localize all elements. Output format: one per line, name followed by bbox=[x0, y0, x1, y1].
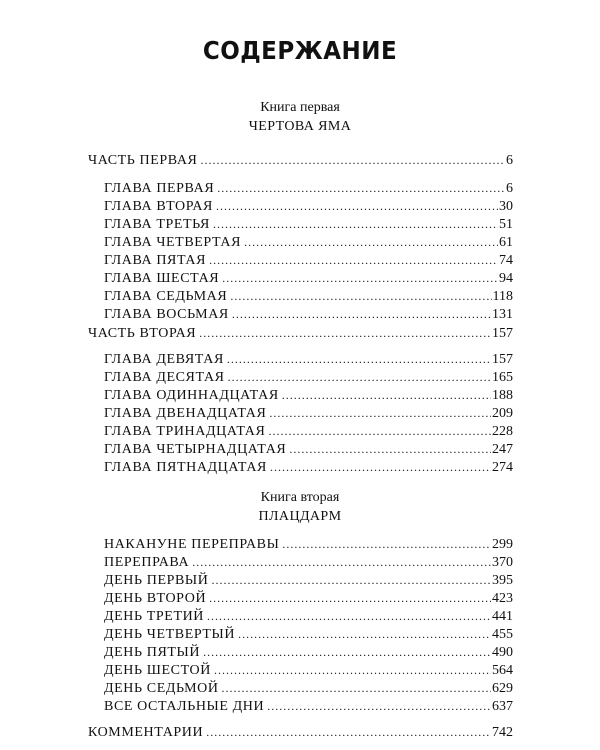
toc-entry-chapter[interactable] bbox=[104, 350, 513, 368]
toc-entry-page: 441 bbox=[492, 609, 513, 624]
toc-entry-label: ЧАСТЬ ПЕРВАЯ bbox=[88, 153, 198, 168]
dot-leader bbox=[217, 179, 505, 197]
toc-entry-label: ДЕНЬ ЧЕТВЕРТЫЙ bbox=[104, 627, 236, 642]
toc-entry-page: 157 bbox=[492, 352, 513, 367]
toc-entry-label: ГЛАВА ЧЕТЫРНАДЦАТАЯ bbox=[104, 442, 287, 457]
toc-entry-page: 395 bbox=[492, 573, 513, 588]
toc-entry-page: 629 bbox=[492, 681, 513, 696]
toc-entry-page: 490 bbox=[492, 645, 513, 660]
toc-entry-label: НАКАНУНЕ ПЕРЕПРАВЫ bbox=[104, 537, 280, 552]
dot-leader bbox=[269, 404, 491, 422]
toc-entry-page: 299 bbox=[492, 537, 513, 552]
toc-entry-chapter[interactable] bbox=[104, 197, 513, 215]
toc-entry-page: 165 bbox=[492, 370, 513, 385]
toc-entry-page: 61 bbox=[499, 235, 513, 250]
toc-entry-label: ГЛАВА ПЯТАЯ bbox=[104, 253, 207, 268]
toc-entry-label: ГЛАВА ОДИННАДЦАТАЯ bbox=[104, 388, 279, 403]
dot-leader bbox=[222, 679, 491, 697]
toc-entry-page: 94 bbox=[499, 271, 513, 286]
toc-entry-page: 564 bbox=[492, 663, 513, 678]
dot-leader bbox=[282, 386, 491, 404]
toc-entry-part2[interactable] bbox=[88, 324, 513, 342]
dot-leader bbox=[201, 151, 506, 169]
toc-entry-chapter[interactable] bbox=[104, 440, 513, 458]
dot-leader bbox=[207, 607, 491, 625]
toc-entry-label: ГЛАВА ДЕСЯТАЯ bbox=[104, 370, 225, 385]
toc-entry-chapter[interactable] bbox=[104, 571, 513, 589]
toc-entry-chapter[interactable] bbox=[104, 305, 513, 323]
toc-entry-label: ДЕНЬ ПЕРВЫЙ bbox=[104, 573, 209, 588]
toc-entry-chapter[interactable] bbox=[104, 233, 513, 251]
dot-leader bbox=[192, 553, 491, 571]
toc-entry-page: 30 bbox=[499, 199, 513, 214]
dot-leader bbox=[214, 661, 491, 679]
toc-entry-label: ГЛАВА ДВЕНАДЦАТАЯ bbox=[104, 406, 267, 421]
toc-entry-label: ДЕНЬ СЕДЬМОЙ bbox=[104, 681, 219, 696]
toc-entry-chapter[interactable] bbox=[104, 625, 513, 643]
dot-leader bbox=[222, 269, 498, 287]
toc-entry-label: ДЕНЬ ВТОРОЙ bbox=[104, 591, 207, 606]
toc-entry-chapter[interactable] bbox=[104, 553, 513, 571]
toc-entry-page: 247 bbox=[492, 442, 513, 457]
toc-entry-page: 131 bbox=[492, 307, 513, 322]
toc-entry-comments[interactable] bbox=[88, 723, 513, 741]
dot-leader bbox=[213, 215, 498, 233]
dot-leader bbox=[232, 305, 491, 323]
toc-entry-label: ДЕНЬ ШЕСТОЙ bbox=[104, 663, 211, 678]
dot-leader bbox=[211, 571, 491, 589]
toc-entry-label: ГЛАВА ШЕСТАЯ bbox=[104, 271, 220, 286]
toc-entry-label: ГЛАВА ВОСЬМАЯ bbox=[104, 307, 229, 322]
toc-entry-page: 6 bbox=[506, 181, 513, 196]
toc-entry-chapter[interactable] bbox=[104, 422, 513, 440]
dot-leader bbox=[227, 350, 491, 368]
toc-entry-page: 6 bbox=[506, 153, 513, 168]
toc-entry-chapter[interactable] bbox=[104, 386, 513, 404]
toc-entry-label: ВСЕ ОСТАЛЬНЫЕ ДНИ bbox=[104, 699, 265, 714]
toc-entry-label: КОММЕНТАРИИ bbox=[88, 725, 204, 740]
toc-entry-chapter[interactable] bbox=[104, 404, 513, 422]
toc-entry-label: ГЛАВА ТРИНАДЦАТАЯ bbox=[104, 424, 266, 439]
book1-name: ЧЕРТОВА ЯМА bbox=[248, 119, 352, 134]
dot-leader bbox=[199, 324, 491, 342]
toc-entry-page: 209 bbox=[492, 406, 513, 421]
toc-entry-chapter[interactable] bbox=[104, 269, 513, 287]
dot-leader bbox=[282, 535, 491, 553]
toc-entry-page: 74 bbox=[499, 253, 513, 268]
book2-name: ПЛАЦДАРМ bbox=[258, 509, 342, 524]
book2-number: Книга вторая bbox=[260, 490, 340, 505]
dot-leader bbox=[230, 287, 491, 305]
toc-entry-page: 228 bbox=[492, 424, 513, 439]
toc-entry-label: ГЛАВА ЧЕТВЕРТАЯ bbox=[104, 235, 242, 250]
dot-leader bbox=[289, 440, 491, 458]
dot-leader bbox=[238, 625, 491, 643]
toc-entry-chapter[interactable] bbox=[104, 661, 513, 679]
dot-leader bbox=[209, 251, 498, 269]
toc-entry-page: 423 bbox=[492, 591, 513, 606]
toc-entry-label: ГЛАВА ПЕРВАЯ bbox=[104, 181, 215, 196]
toc-entry-page: 742 bbox=[492, 725, 513, 740]
toc-entry-chapter[interactable] bbox=[104, 458, 513, 476]
toc-entry-label: ГЛАВА ПЯТНАДЦАТАЯ bbox=[104, 460, 267, 475]
toc-entry-page: 118 bbox=[492, 289, 513, 304]
dot-leader bbox=[268, 422, 491, 440]
toc-entry-label: ЧАСТЬ ВТОРАЯ bbox=[88, 326, 197, 341]
toc-entry-page: 274 bbox=[492, 460, 513, 475]
page-title: СОДЕРЖАНИЕ bbox=[202, 36, 398, 65]
toc-entry-chapter[interactable] bbox=[104, 215, 513, 233]
toc-entry-label: ГЛАВА ВТОРАЯ bbox=[104, 199, 213, 214]
toc-entry-page: 370 bbox=[492, 555, 513, 570]
toc-entry-label: ДЕНЬ ТРЕТИЙ bbox=[104, 609, 205, 624]
toc-entry-chapter[interactable] bbox=[104, 179, 513, 197]
toc-entry-chapter[interactable] bbox=[104, 368, 513, 386]
toc-entry-chapter[interactable] bbox=[104, 535, 513, 553]
dot-leader bbox=[209, 589, 491, 607]
toc-entry-chapter[interactable] bbox=[104, 607, 513, 625]
book1-number: Книга первая bbox=[260, 100, 340, 115]
dot-leader bbox=[216, 197, 498, 215]
toc-entry-chapter[interactable] bbox=[104, 643, 513, 661]
toc-entry-page: 455 bbox=[492, 627, 513, 642]
toc-entry-label: ДЕНЬ ПЯТЫЙ bbox=[104, 645, 201, 660]
dot-leader bbox=[267, 697, 491, 715]
toc-entry-chapter[interactable] bbox=[104, 589, 513, 607]
toc-entry-page: 157 bbox=[492, 326, 513, 341]
toc-entry-page: 51 bbox=[499, 217, 513, 232]
dot-leader bbox=[244, 233, 498, 251]
toc-entry-chapter[interactable] bbox=[104, 697, 513, 715]
toc-entry-part1[interactable] bbox=[88, 151, 513, 169]
dot-leader bbox=[270, 458, 491, 476]
toc-entry-chapter[interactable] bbox=[104, 287, 513, 305]
toc-entry-label: ПЕРЕПРАВА bbox=[104, 555, 190, 570]
dot-leader bbox=[228, 368, 491, 386]
toc-entry-label: ГЛАВА ТРЕТЬЯ bbox=[104, 217, 210, 232]
toc-entry-chapter[interactable] bbox=[104, 679, 513, 697]
dot-leader bbox=[203, 643, 491, 661]
toc-entry-chapter[interactable] bbox=[104, 251, 513, 269]
dot-leader bbox=[206, 723, 491, 741]
toc-entry-page: 188 bbox=[492, 388, 513, 403]
toc-entry-page: 637 bbox=[492, 699, 513, 714]
toc-entry-label: ГЛАВА СЕДЬМАЯ bbox=[104, 289, 228, 304]
toc-entry-label: ГЛАВА ДЕВЯТАЯ bbox=[104, 352, 224, 367]
